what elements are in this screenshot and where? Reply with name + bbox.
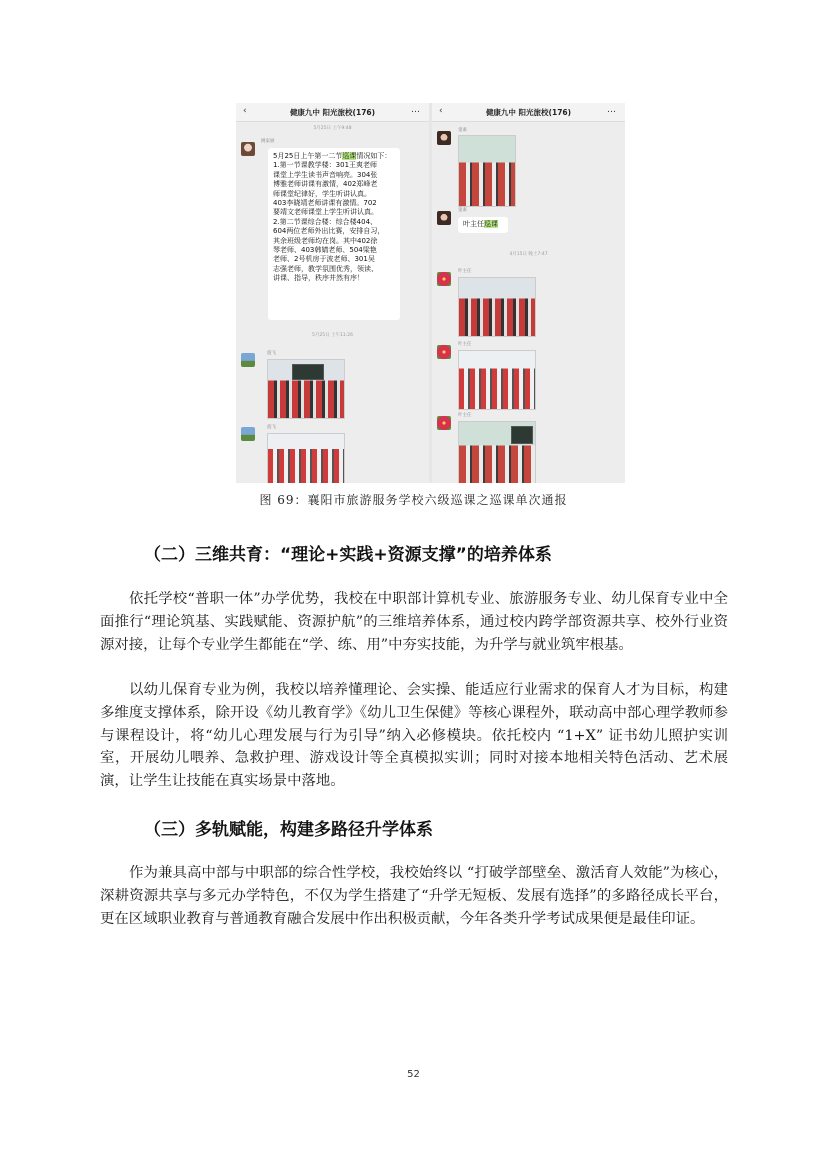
sender-avatar xyxy=(241,142,255,156)
message-line: 老师、2号机房于波老师、301吴 xyxy=(273,255,375,264)
sender-name: 童素 xyxy=(458,208,467,213)
classroom-photo[interactable] xyxy=(458,135,516,207)
sender-avatar xyxy=(437,272,451,286)
message-highlight: 巡课 xyxy=(342,152,357,160)
sender-name: 童素 xyxy=(458,128,467,133)
message-line: 讲课、指导，秩序井然有序！ xyxy=(273,274,364,283)
classroom-photo[interactable] xyxy=(267,433,345,483)
paragraph: 作为兼具高中部与中职部的综合性学校，我校始终以 “打破学部壁垒、激活育人效能”为核心，深耕资源共享与多元办学特色，不仅为学生搭建了“升学无短板、发展有选择”的多路径成长平台，更在区域职业教育与普通教育融合发展中作出积极贡献，今年各类升学考试成果便是最佳印证。 xyxy=(100,865,728,927)
more-icon[interactable]: … xyxy=(411,105,421,115)
message-line: 403李晓靖老师讲课有激情。702 xyxy=(273,199,377,208)
blackboard xyxy=(292,364,324,380)
paragraph: 依托学校“普职一体”办学优势，我校在中职部计算机专业、旅游服务专业、幼儿保育专业中全面推行“理论筑基、实践赋能、资源护航”的三维培养体系，通过校内跨学部资源共享、校外行业资源对接，让每个专业学生都能在“学、练、用”中夯实技能，为升学与就业筑牢根基。 xyxy=(100,591,728,653)
message-line: 要靖文老师课堂上学生听讲认真。 xyxy=(273,208,378,217)
chat-topbar xyxy=(432,103,625,122)
section-heading: （三）多轨赋能，构建多路径升学体系 xyxy=(144,820,433,840)
message-line: 琴老师、403韩婧老师、504梁艳 xyxy=(273,246,377,255)
chat-screenshots-figure xyxy=(236,103,625,483)
sender-name: 旋飞 xyxy=(267,425,276,430)
message-text-post: 情况如下： xyxy=(356,152,392,160)
page-number: 52 xyxy=(407,1069,420,1080)
sender-avatar xyxy=(437,416,451,430)
chat-timestamp: 5月25日 上午9:48 xyxy=(313,126,352,131)
sender-avatar xyxy=(241,353,255,367)
sender-name: 叶主任 xyxy=(458,342,472,347)
classroom-photo[interactable] xyxy=(458,350,536,410)
classroom-photo[interactable] xyxy=(458,421,536,483)
message-line: 1.第一节课教学楼：301王爽老师 xyxy=(273,161,378,170)
paragraph: 以幼儿保育专业为例，我校以培养懂理论、会实操、能适应行业需求的保育人才为目标，构建多维度支撑体系，除开设《幼儿教育学》《幼儿卫生保健》等核心课程外，联动高中部心理学教师参与课程设计，将“幼儿心理发展与行为引导”纳入必修模块。依托校内 “1+X” 证书幼儿照护实训室，开展幼儿喂养、急救护理、游戏设计等全真模拟实训；同时对接本地相关特色活动、艺术展演，让学生让技能在真实场景中落地。 xyxy=(100,682,728,790)
message-line: 师课堂纪律好，学生听讲认真。 xyxy=(273,189,371,198)
back-arrow-icon[interactable]: ‹ xyxy=(439,106,443,116)
blackboard xyxy=(511,426,533,444)
back-arrow-icon[interactable]: ‹ xyxy=(243,106,247,116)
sender-avatar xyxy=(437,345,451,359)
right-chat-screenshot xyxy=(432,103,625,483)
chat-title: 健康九中 阳光旅校(176) xyxy=(485,108,572,117)
chat-timestamp: 4月15日 晚上7:47 xyxy=(509,252,548,257)
more-icon[interactable]: … xyxy=(607,105,617,115)
message-highlight: 巡课 xyxy=(484,220,498,228)
sender-name: 叶主任 xyxy=(458,269,472,274)
classroom-photo[interactable] xyxy=(267,359,345,419)
message-bubble xyxy=(458,217,508,233)
message-text-pre: 叶主任 xyxy=(463,220,484,228)
left-chat-screenshot xyxy=(236,103,429,483)
figure-caption: 图 69：襄阳市旅游服务学校六级巡课之巡课单次通报 xyxy=(259,493,568,507)
sender-avatar xyxy=(437,131,451,145)
sender-avatar xyxy=(437,211,451,225)
chat-topbar xyxy=(236,103,429,122)
message-line: 其余班级老师均在岗。其中402徐 xyxy=(273,236,378,245)
chat-title: 健康九中 阳光旅校(176) xyxy=(289,108,376,117)
message-line: 课堂上学生读书声音响亮。304张 xyxy=(273,170,378,179)
message-line: 604两位老师外出比赛，安排自习， xyxy=(273,227,385,236)
sender-avatar xyxy=(241,427,255,441)
sender-name: 旋飞 xyxy=(267,351,276,356)
message-bubble xyxy=(268,148,400,320)
sender-name: 姚家丽 xyxy=(261,139,275,144)
section-heading: （二）三维共育：“理论+实践+资源支撑”的培养体系 xyxy=(144,545,552,565)
message-line: 2.第二节课综合楼：综合楼404、 xyxy=(273,217,378,226)
chat-timestamp: 5月25日 上午11:26 xyxy=(312,333,353,338)
message-line: 志强老师，教学氛围优秀，领读、 xyxy=(273,264,378,273)
message-text-pre: 5月25日上午第一二节 xyxy=(273,152,343,160)
message-line: 博雅老师讲课有激情，402郑峰老 xyxy=(273,180,378,189)
sender-name: 叶主任 xyxy=(458,413,472,418)
classroom-photo[interactable] xyxy=(458,277,536,337)
